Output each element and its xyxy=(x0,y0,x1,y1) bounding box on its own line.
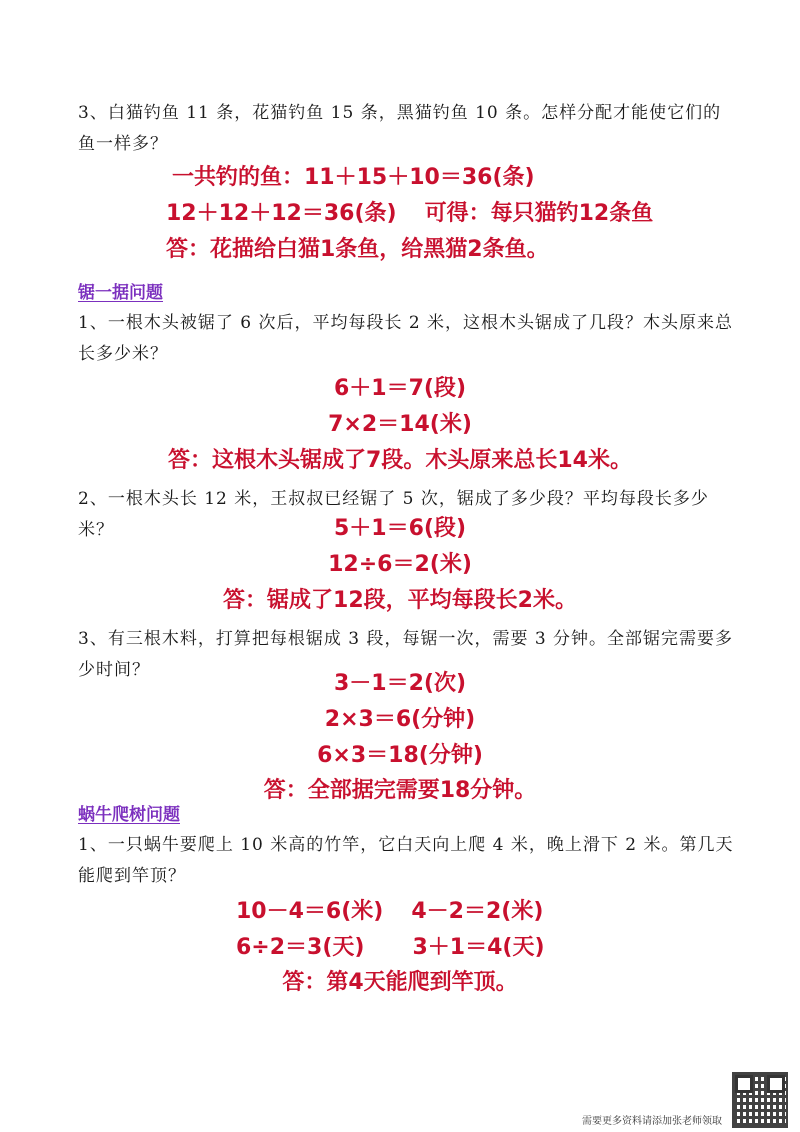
answer-line xyxy=(236,897,543,927)
question-saw-1: 1、一根木头被锯了 6 次后，平均每段长 2 米，这根木头锯成了几段？木头原来总长多少米？ xyxy=(78,313,734,364)
final-answer: 答：锯成了12段，平均每段长2米。 xyxy=(223,588,577,613)
final-answer: 答：花描给白猫1条鱼，给黑猫2条鱼。 xyxy=(166,237,549,262)
final-answer: 答：全部据完需要18分钟。 xyxy=(263,778,537,803)
qr-code-icon xyxy=(732,1072,788,1128)
answer-part: 可得：每只猫钓12条鱼 xyxy=(424,201,654,226)
final-answer: 答：第4天能爬到竿顶。 xyxy=(282,970,518,995)
section-title-snail: 蜗牛爬树问题 xyxy=(78,805,180,825)
answer-line: 2×3＝6(分钟) xyxy=(324,707,476,732)
section-title-sawing: 锯一据问题 xyxy=(78,283,163,303)
answer-line: 7×2＝14(米) xyxy=(328,412,472,437)
answer-line: 3－1＝2(次) xyxy=(333,671,467,696)
question-saw-3: 3、有三根木料，打算把每根锯成 3 段，每锯一次，需要 3 分钟。全部锯完需要多少时间？ xyxy=(78,629,734,680)
answer-part: 4－2＝2(米) xyxy=(411,899,544,924)
answer-line xyxy=(166,199,653,229)
answer-part: 10－4＝6(米) xyxy=(236,899,384,924)
final-answer: 答：这根木头锯成了7段。木头原来总长14米。 xyxy=(168,448,632,473)
answer-line: 12÷6＝2(米) xyxy=(328,552,472,577)
answer-part: 3＋1＝4(天) xyxy=(412,935,545,960)
question-saw-2: 2、一根木头长 12 米，王叔叔已经锯了 5 次，锯成了多少段？平均每段长多少米？ xyxy=(78,489,709,540)
answer-line: 一共钓的鱼：11＋15＋10＝36(条) xyxy=(172,165,535,190)
question-cat-fish: 3、白猫钓鱼 11 条，花猫钓鱼 15 条，黑猫钓鱼 10 条。怎样分配才能使它们的鱼一样多？ xyxy=(78,103,722,154)
footer-note: 需要更多资料请添加张老师领取 xyxy=(582,1116,722,1127)
answer-line: 6＋1＝7(段) xyxy=(333,376,467,401)
answer-line: 6×3＝18(分钟) xyxy=(317,743,483,768)
answer-part: 12＋12＋12＝36(条) xyxy=(166,201,397,226)
answer-line: 5＋1＝6(段) xyxy=(333,516,467,541)
answer-line xyxy=(236,933,545,963)
question-snail-1: 1、一只蜗牛要爬上 10 米高的竹竿，它白天向上爬 4 米，晚上滑下 2 米。第几天能爬到竿顶？ xyxy=(78,835,734,886)
answer-part: 6÷2＝3(天) xyxy=(236,935,365,960)
